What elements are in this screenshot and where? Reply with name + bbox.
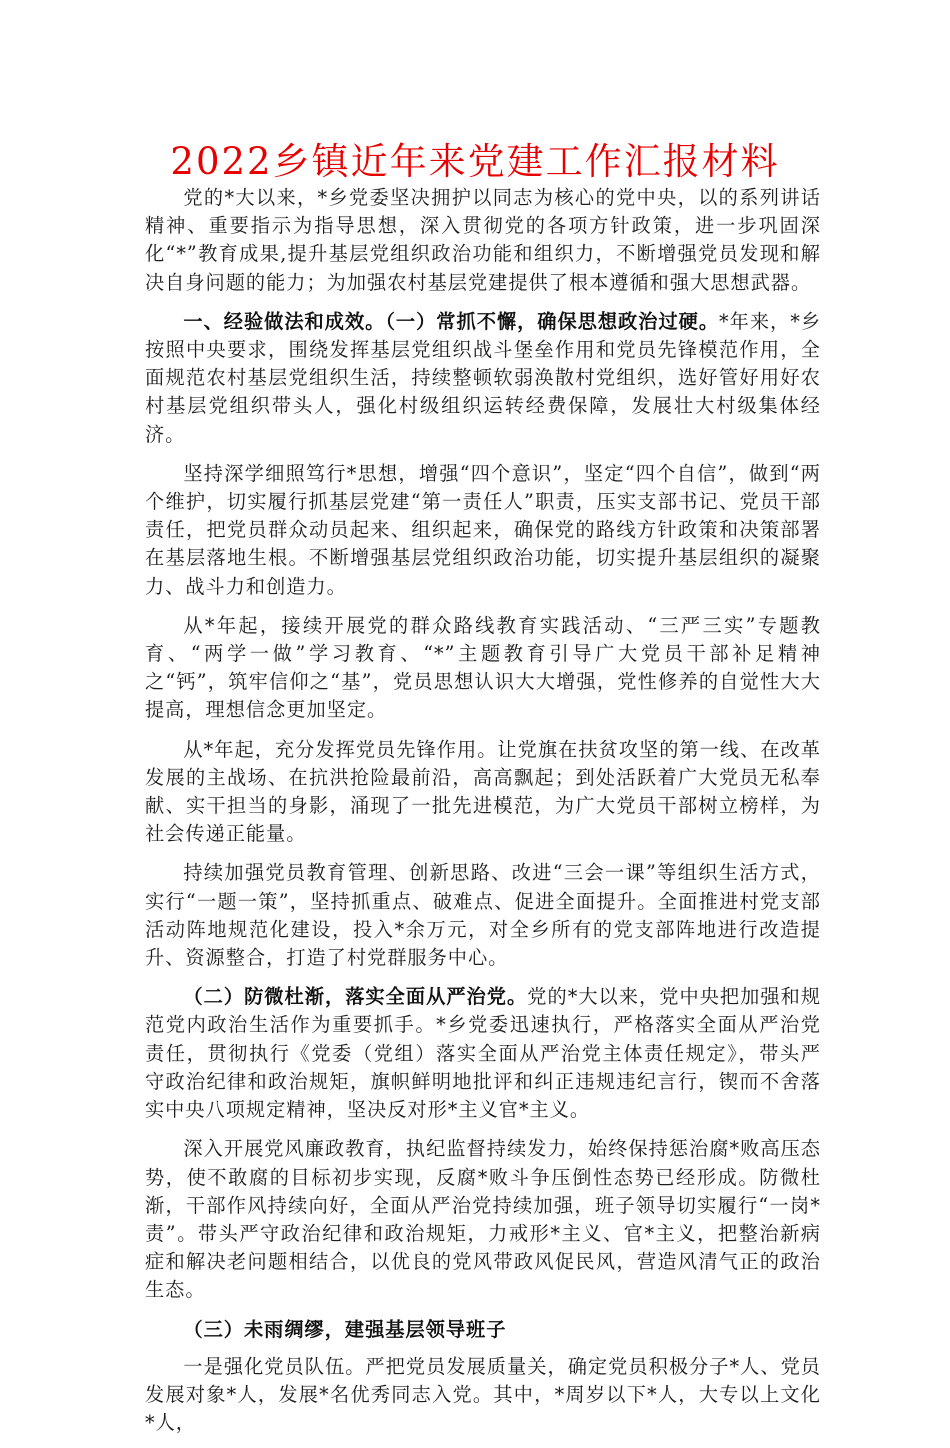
document-body <box>145 184 821 1448</box>
section-two-text: 党的*大以来，党中央把加强和规范党内政治生活作为重要抓手。*乡党委迅速执行，严格落实全面从严治党责任，贯彻执行《党委（党组）落实全面从严治党主体责任规定》，带头严守政治纪律和政治规矩，旗帜鲜明地批评和纠正违规违纪言行，锲而不舍落实中央八项规定精神，坚决反对形*主义官*主义。 <box>145 985 822 1122</box>
section-two-paragraph <box>145 983 821 1124</box>
paragraph-study-thought: 坚持深学细照笃行*思想，增强“四个意识”，坚定“四个自信”，做到“两个维护，切实履行抓基层党建“第一责任人”职责，压实支部书记、党员干部责任，把党员群众动员起来、组织起来，确保党的路线方针政策和决策部署在基层落地生根。不断增强基层党组织政治功能，切实提升基层组织的凝聚力、战斗力和创造力。 <box>145 461 821 598</box>
section-one-text: *年来，*乡按照中央要求，围绕发挥基层党组织战斗堡垒作用和党员先锋模范作用，全面规范农村基层党组织生活，持续整顿软弱涣散村党组织，选好管好用好农村基层党组织带头人，强化村级组织运转经费保障，发展壮大村级集体经济。 <box>145 309 822 446</box>
paragraph-party-members: 一是强化党员队伍。严把党员发展质量关，确定党员积极分子*人、党员发展对象*人，发展*名优秀同志入党。其中，*周岁以下*人，大专以上文化*人， <box>145 1354 821 1435</box>
intro-paragraph: 党的*大以来，*乡党委坚决拥护以同志为核心的党中央，以的系列讲话精神、重要指示为指导思想，深入贯彻党的各项方针政策，进一步巩固深化“*”教育成果,提升基层党组织政治功能和组织力，不断增强党员发现和解决自身问题的能力；为加强农村基层党建提供了根本遵循和强大思想武器。 <box>145 186 821 294</box>
paragraph-education-management: 持续加强党员教育管理、创新思路、改进“三会一课”等组织生活方式，实行“一题一策”，坚持抓重点、破难点、促进全面提升。全面推进村党支部活动阵地规范化建设，投入*余万元，对全乡所有的党支部阵地进行改造提升、资源整合，打造了村党群服务中心。 <box>145 861 821 970</box>
section-two-heading: （二）防微杜渐，落实全面从严治党。 <box>183 985 528 1009</box>
section-one-heading: 一、经验做法和成效。（一）常抓不懈，确保思想政治过硬。 <box>183 309 720 333</box>
document-title: 2022乡镇近年来党建工作汇报材料 <box>170 140 780 183</box>
section-one-paragraph <box>145 308 821 449</box>
paragraph-pioneer-role: 从*年起，充分发挥党员先锋作用。让党旗在扶贫攻坚的第一线、在改革发展的主战场、在抗洪抢险最前沿，高高飘起；到处活跃着广大党员无私奉献、实干担当的身影，涌现了一批先进模范，为广大党员干部树立榜样，为社会传递正能量。 <box>145 737 821 846</box>
paragraph-clean-governance: 深入开展党风廉政教育，执纪监督持续发力，始终保持惩治腐*败高压态势，使不敢腐的目标初步实现，反腐*败斗争压倒性态势已经形成。防微杜渐，干部作风持续向好，全面从严治党持续加强，班子领导切实履行“一岗*责”。带头严守政治纪律和政治规矩，力戒形*主义、官*主义，把整治新病症和解决老问题相结合，以优良的党风带政风促民风，营造风清气正的政治生态。 <box>145 1137 821 1302</box>
section-three-heading: （三）未雨绸缪，建强基层领导班子 <box>183 1317 507 1341</box>
paragraph-education-activities: 从*年起，接续开展党的群众路线教育实践活动、“三严三实”专题教育、“两学一做”学习教育、“*”主题教育引导广大党员干部补足精神之“钙”，筑牢信仰之“基”，党员思想认识大大增强，党性修养的自觉性大大提高，理想信念更加坚定。 <box>145 613 821 722</box>
